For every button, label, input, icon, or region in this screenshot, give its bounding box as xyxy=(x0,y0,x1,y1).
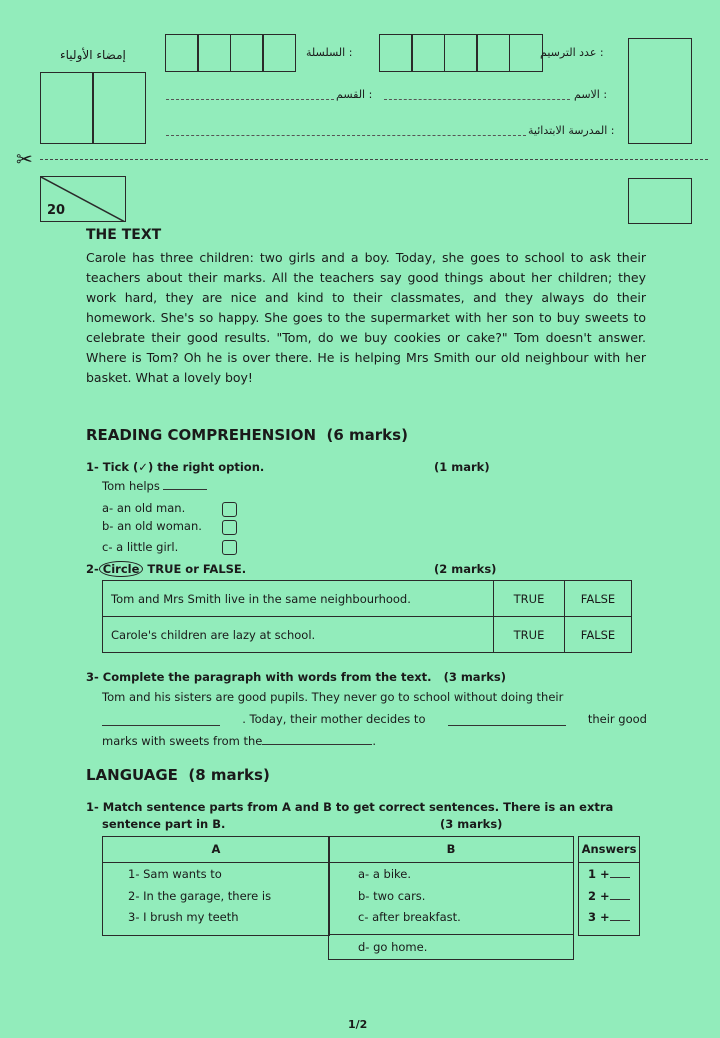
part-b-d: d- go home. xyxy=(358,940,428,954)
false-option[interactable]: FALSE xyxy=(565,581,632,617)
false-option[interactable]: FALSE xyxy=(565,617,632,653)
seat-number-label: : عدد الترسيم xyxy=(540,46,604,59)
reading-q3-line1: Tom and his sisters are good pupils. They never go to school without doing their xyxy=(102,690,564,704)
true-false-table xyxy=(102,580,632,653)
reading-q1-option-c: c- a little girl. xyxy=(102,540,179,554)
tf-statement: Carole's children are lazy at school. xyxy=(103,617,494,653)
reading-q1-instruction: 1- Tick (✓) the right option. xyxy=(86,460,265,474)
name-line xyxy=(384,99,570,100)
answer-3[interactable]: 3 + xyxy=(588,910,630,924)
reading-q1-marks: (1 mark) xyxy=(434,460,490,474)
table-row xyxy=(103,581,632,617)
school-line xyxy=(166,135,526,136)
text-body: Carole has three children: two girls and a boy. Today, she goes to school to ask their teachers about their marks. All the teachers say good things about her children; they work hard, they are nice and kind to their classmates, and they always do their homework. She's so happy. She goes to the supermarket with her son to buy sweets to celebrate their good results. "Tom, do we buy cookies or cake?" Tom doesn't answer. Where is Tom? Oh he is over there. He is helping Mrs Smith our old neighbour with her basket. What a lovely boy! xyxy=(86,250,646,385)
header-answers: Answers xyxy=(581,842,637,856)
language-q1-instruction-line2: sentence part in B. xyxy=(102,817,226,831)
reading-q1-stem: Tom helps xyxy=(102,479,207,493)
tick-box-c[interactable] xyxy=(222,540,237,555)
scissors-icon: ✂ xyxy=(16,147,33,171)
language-title: LANGUAGE (8 marks) xyxy=(86,766,270,784)
true-option[interactable]: TRUE xyxy=(494,617,565,653)
tf-statement: Tom and Mrs Smith live in the same neighbourhood. xyxy=(103,581,494,617)
class-line xyxy=(166,99,334,100)
series-label: : السلسلة xyxy=(306,46,353,59)
seat-number-boxes xyxy=(380,34,543,72)
page-number: 1/2 xyxy=(348,1018,368,1031)
series-boxes xyxy=(166,34,296,72)
reading-q1-option-a: a- an old man. xyxy=(102,501,186,515)
part-b-c: c- after breakfast. xyxy=(358,910,461,924)
answer-1[interactable]: 1 + xyxy=(588,867,630,881)
reading-q1-option-b: b- an old woman. xyxy=(102,519,202,533)
signature-label: إمضاء الأولياء xyxy=(60,48,126,62)
reading-q3-instruction: 3- Complete the paragraph with words from the text. (3 marks) xyxy=(86,670,506,684)
part-a-3: 3- I brush my teeth xyxy=(128,910,239,924)
answer-2[interactable]: 2 + xyxy=(588,889,630,903)
text-title: THE TEXT xyxy=(86,227,162,243)
header-a: A xyxy=(211,842,221,856)
circle-word: Circle xyxy=(99,561,144,577)
match-table xyxy=(102,836,640,960)
name-label: : الاسم xyxy=(574,88,608,101)
table-row xyxy=(103,617,632,653)
blank-2[interactable] xyxy=(448,725,566,726)
reading-q3-line3: marks with sweets from the . xyxy=(102,734,376,748)
grade-box-right xyxy=(628,178,692,224)
school-label: : المدرسة الابتدائية xyxy=(528,124,615,137)
blank-3[interactable] xyxy=(262,744,372,745)
signature-box xyxy=(40,72,146,144)
reading-q2-marks: (2 marks) xyxy=(434,562,497,576)
reading-q3-line2: . Today, their mother decides to their good xyxy=(102,712,647,726)
part-a-1: 1- Sam wants to xyxy=(128,867,222,881)
score-box xyxy=(40,176,126,222)
language-q1-marks: (3 marks) xyxy=(440,817,503,831)
reading-q2-instruction: 2- Circle TRUE or FALSE. xyxy=(86,562,247,576)
header-b: B xyxy=(446,842,456,856)
part-a-2: 2- In the garage, there is xyxy=(128,889,272,903)
grade-box-top xyxy=(628,38,692,144)
language-q1-instruction: 1- Match sentence parts from A and B to get correct sentences. There is an extra xyxy=(86,800,614,814)
check-icon: ✓ xyxy=(138,460,148,474)
column-a-header-line xyxy=(102,862,330,863)
tick-box-a[interactable] xyxy=(222,502,237,517)
column-b-header-line xyxy=(328,862,574,863)
answers-header-line xyxy=(578,862,640,863)
tick-box-b[interactable] xyxy=(222,520,237,535)
part-b-b: b- two cars. xyxy=(358,889,426,903)
blank-1[interactable] xyxy=(102,725,220,726)
part-b-a: a- a bike. xyxy=(358,867,412,881)
column-b-extra-line xyxy=(328,934,574,935)
reading-title: READING COMPREHENSION (6 marks) xyxy=(86,426,408,444)
cut-line xyxy=(40,159,708,160)
class-label: : القسم xyxy=(336,88,373,101)
true-option[interactable]: TRUE xyxy=(494,581,565,617)
score-total: 20 xyxy=(47,203,66,218)
